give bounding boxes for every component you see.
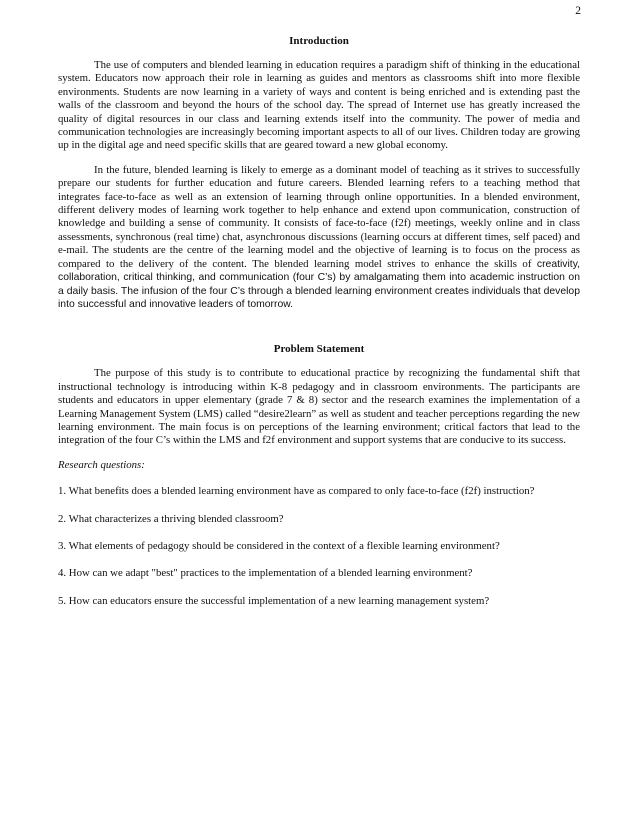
- introduction-paragraph-2-text: In the future, blended learning is likely to emerge as a dominant model of teaching as it strives to successfully prepare our students for further education and future careers. Blended learning refers to a teaching method that integrates face-to-face as well as an extension of learning through online opportunities. In a blended environment, different delivery modes of learning work together to help enhance and extend upon communication, construction of knowledge and building a sense of community. It consists of face-to-face (f2f) meetings, weekly online and in class assessments, synchronous (real time) chat, asynchronous discussions (learning occurs at different times, self paced) and e-mail. The students are the centre of the learning model and the objective of learning is to focus on the process as compared to the delivery of the content. The blended learning model strives to enhance the skills of: [58, 163, 580, 270]
- page-content: [58, 34, 580, 622]
- research-questions-list: [58, 485, 580, 608]
- introduction-paragraph-2-sans-text: creativity, collaboration, critical thinking, and communication (four C’s) by amalgamating them into academic instruction on a daily basis. The infusion of the four C’s through a blended learning environment creates individuals that develop into successful and innovative leaders of tomorrow.: [58, 258, 580, 310]
- research-question-3: 3. What elements of pedagogy should be considered in the context of a flexible learning environment?: [58, 539, 500, 552]
- research-questions-heading: Research questions:: [58, 458, 145, 471]
- research-question-4: 4. How can we adapt "best" practices to the implementation of a blended learning environment?: [58, 567, 473, 580]
- introduction-paragraph-2: [58, 164, 580, 311]
- research-question-2: 2. What characterizes a thriving blended classroom?: [58, 512, 284, 525]
- research-question-1: 1. What benefits does a blended learning environment have as compared to only face-to-face (f2f) instruction?: [58, 485, 535, 498]
- introduction-heading: Introduction: [289, 35, 349, 47]
- section-spacer: [58, 322, 580, 342]
- problem-statement-paragraph: The purpose of this study is to contribute to educational practice by recognizing the fundamental shift that instructional technology is introducing within K-8 pedagogy and in classroom environments. The participants are students and educators in upper elementary (grade 7 & 8) sector and the research examines the implementation of a Learning Management System (LMS) called “desire2learn” as well as student and teacher perceptions regarding the new learning environment. The main focus is on perceptions of the learning environment; critical factors that lead to the integration of the four C’s within the LMS and f2f environment and support systems that are conducive to its success.: [58, 367, 580, 447]
- page-number: 2: [575, 5, 581, 17]
- problem-statement-heading: Problem Statement: [273, 343, 365, 356]
- introduction-paragraph-1: The use of computers and blended learning in education requires a paradigm shift of thinking in the educational system. Educators now approach their role in learning as guides and mentors as classrooms shift into more flexible environments. Students are now learning in a variety of ways and content is being enriched and is extending past the walls of the classroom and beyond the hours of the school day. The spread of Internet use has greatly increased the quality of digital resources in our class and learning extends itself into the community. The power of media and communication technologies are increasingly becoming important aspects to all of our lives. Children today are growing up in the digital age and need specific skills that are geared toward a new global economy.: [58, 59, 580, 152]
- research-question-5: 5. How can educators ensure the successful implementation of a new learning management system?: [58, 594, 490, 607]
